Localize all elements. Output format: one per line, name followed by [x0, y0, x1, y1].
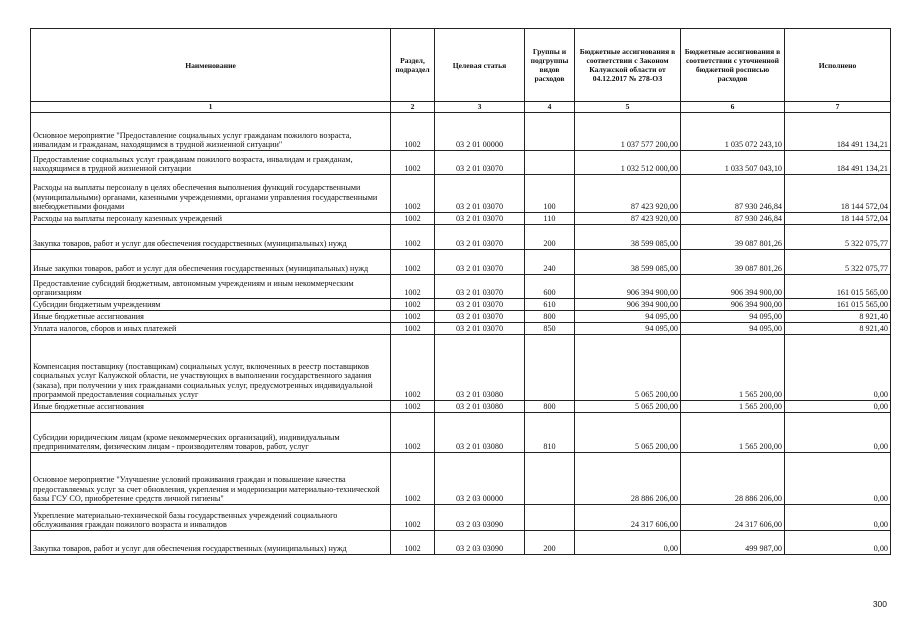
row-refined: 1 565 200,00: [681, 335, 785, 401]
row-section: 1002: [391, 311, 435, 323]
row-executed: 184 491 134,21: [785, 151, 891, 175]
row-target: 03 2 01 03080: [435, 401, 525, 413]
row-name: Закупка товаров, работ и услуг для обеспечения государственных (муниципальных) нужд: [31, 225, 391, 250]
header-target: Целевая статья: [435, 29, 525, 102]
row-name: Закупка товаров, работ и услуг для обеспечения государственных (муниципальных) нужд: [31, 531, 391, 555]
row-name: Компенсация поставщику (поставщикам) социальных услуг, включенных в реестр поставщиков социальных услуг Калужской области, не участвующих в выполнении государственного задания (заказа), при получении у них гражданами социальных услуг, предусмотренных индивидуальной программой предоставления социальных услуг: [31, 335, 391, 401]
header-group: Группы и подгруппы видов расходов: [525, 29, 575, 102]
row-name: Иные бюджетные ассигнования: [31, 311, 391, 323]
row-group: 800: [525, 311, 575, 323]
row-group: [525, 505, 575, 531]
row-group: 610: [525, 299, 575, 311]
column-number: 2: [391, 102, 435, 113]
table-row: [31, 225, 891, 250]
row-name: Расходы на выплаты персоналу казенных учреждений: [31, 213, 391, 225]
row-law: 1 032 512 000,00: [575, 151, 681, 175]
row-group: 110: [525, 213, 575, 225]
row-section: 1002: [391, 505, 435, 531]
row-refined: 94 095,00: [681, 311, 785, 323]
table-row: [31, 531, 891, 555]
row-refined: 28 886 206,00: [681, 453, 785, 505]
column-number: 1: [31, 102, 391, 113]
row-law: 906 394 900,00: [575, 299, 681, 311]
row-law: 5 065 200,00: [575, 401, 681, 413]
row-refined: 499 987,00: [681, 531, 785, 555]
column-number: 6: [681, 102, 785, 113]
row-executed: 0,00: [785, 531, 891, 555]
row-executed: 8 921,40: [785, 323, 891, 335]
table-row: [31, 175, 891, 213]
row-refined: 39 087 801,26: [681, 225, 785, 250]
row-executed: 8 921,40: [785, 311, 891, 323]
row-name: Расходы на выплаты персоналу в целях обеспечения выполнения функций государственными (муниципальными) органами, казенными учреждениями, органами управления государственными внебюджетными фондами: [31, 175, 391, 213]
column-number: 3: [435, 102, 525, 113]
row-law: 906 394 900,00: [575, 275, 681, 299]
header-executed: Исполнено: [785, 29, 891, 102]
row-executed: 0,00: [785, 401, 891, 413]
row-group: [525, 335, 575, 401]
row-target: 03 2 01 03080: [435, 413, 525, 453]
table-row: [31, 323, 891, 335]
row-target: 03 2 01 00000: [435, 113, 525, 151]
row-section: 1002: [391, 250, 435, 275]
row-section: 1002: [391, 413, 435, 453]
header-name: Наименование: [31, 29, 391, 102]
row-group: 800: [525, 401, 575, 413]
row-target: 03 2 01 03070: [435, 323, 525, 335]
table-row: [31, 335, 891, 401]
header-row: [31, 29, 891, 102]
row-target: 03 2 03 03090: [435, 531, 525, 555]
row-law: 94 095,00: [575, 311, 681, 323]
row-law: 5 065 200,00: [575, 413, 681, 453]
row-name: Основное мероприятие "Предоставление социальных услуг гражданам пожилого возраста, инвалидам и гражданам, находящимся в трудной жизненной ситуации": [31, 113, 391, 151]
row-executed: 0,00: [785, 505, 891, 531]
table-row: [31, 413, 891, 453]
row-name: Иные закупки товаров, работ и услуг для обеспечения государственных (муниципальных) нужд: [31, 250, 391, 275]
row-law: 1 037 577 200,00: [575, 113, 681, 151]
row-group: 810: [525, 413, 575, 453]
header-law: Бюджетные ассигнования в соответствии с Законом Калужской области от 04.12.2017 № 278-ОЗ: [575, 29, 681, 102]
row-executed: 5 322 075,77: [785, 225, 891, 250]
column-number: 7: [785, 102, 891, 113]
table-row: [31, 505, 891, 531]
table-row: [31, 453, 891, 505]
header-refined: Бюджетные ассигнования в соответствии с уточненной бюджетной росписью расходов: [681, 29, 785, 102]
row-section: 1002: [391, 453, 435, 505]
column-number: 4: [525, 102, 575, 113]
row-target: 03 2 03 00000: [435, 453, 525, 505]
row-executed: 184 491 134,21: [785, 113, 891, 151]
row-executed: 0,00: [785, 335, 891, 401]
row-executed: 18 144 572,04: [785, 175, 891, 213]
row-refined: 94 095,00: [681, 323, 785, 335]
row-name: Предоставление субсидий бюджетным, автономным учреждениям и иным некоммерческим организациям: [31, 275, 391, 299]
row-section: 1002: [391, 275, 435, 299]
row-law: 87 423 920,00: [575, 175, 681, 213]
row-law: 0,00: [575, 531, 681, 555]
row-refined: 1 035 072 243,10: [681, 113, 785, 151]
row-target: 03 2 01 03080: [435, 335, 525, 401]
row-refined: 87 930 246,84: [681, 175, 785, 213]
row-law: 38 599 085,00: [575, 225, 681, 250]
table-row: [31, 275, 891, 299]
row-group: 600: [525, 275, 575, 299]
row-law: 24 317 606,00: [575, 505, 681, 531]
table-row: [31, 311, 891, 323]
row-name: Укрепление материально-технической базы государственных учреждений социального обслуживания граждан пожилого возраста и инвалидов: [31, 505, 391, 531]
row-executed: 161 015 565,00: [785, 275, 891, 299]
column-number: 5: [575, 102, 681, 113]
row-target: 03 2 01 03070: [435, 213, 525, 225]
row-target: 03 2 01 03070: [435, 225, 525, 250]
table-row: [31, 113, 891, 151]
row-section: 1002: [391, 113, 435, 151]
row-group: [525, 453, 575, 505]
table-row: [31, 213, 891, 225]
table-row: [31, 299, 891, 311]
header-section: Раздел, подраздел: [391, 29, 435, 102]
row-refined: 906 394 900,00: [681, 275, 785, 299]
budget-table: [30, 28, 891, 555]
row-executed: 0,00: [785, 453, 891, 505]
row-refined: 39 087 801,26: [681, 250, 785, 275]
column-number-row: [31, 102, 891, 113]
row-name: Уплата налогов, сборов и иных платежей: [31, 323, 391, 335]
row-law: 87 423 920,00: [575, 213, 681, 225]
row-section: 1002: [391, 401, 435, 413]
row-target: 03 2 01 03070: [435, 175, 525, 213]
row-target: 03 2 01 03070: [435, 311, 525, 323]
row-section: 1002: [391, 299, 435, 311]
row-section: 1002: [391, 323, 435, 335]
row-section: 1002: [391, 225, 435, 250]
row-name: Субсидии бюджетным учреждениям: [31, 299, 391, 311]
row-section: 1002: [391, 335, 435, 401]
row-refined: 1 565 200,00: [681, 401, 785, 413]
row-target: 03 2 01 03070: [435, 299, 525, 311]
row-executed: 5 322 075,77: [785, 250, 891, 275]
row-target: 03 2 01 03070: [435, 151, 525, 175]
row-law: 5 065 200,00: [575, 335, 681, 401]
table-row: [31, 401, 891, 413]
row-group: 850: [525, 323, 575, 335]
row-group: [525, 151, 575, 175]
row-name: Иные бюджетные ассигнования: [31, 401, 391, 413]
row-group: 100: [525, 175, 575, 213]
row-refined: 87 930 246,84: [681, 213, 785, 225]
table-row: [31, 151, 891, 175]
row-group: 200: [525, 531, 575, 555]
row-name: Субсидии юридическим лицам (кроме некоммерческих организаций), индивидуальным предпринимателям, физическим лицам - производителям товаров, работ, услуг: [31, 413, 391, 453]
row-section: 1002: [391, 175, 435, 213]
row-section: 1002: [391, 213, 435, 225]
row-executed: 18 144 572,04: [785, 213, 891, 225]
row-law: 94 095,00: [575, 323, 681, 335]
row-law: 38 599 085,00: [575, 250, 681, 275]
row-name: Основное мероприятие "Улучшение условий проживания граждан и повышение качества предоставляемых услуг за счет обновления, укрепления и модернизации материально-технической базы ГСУ СО, приобретение средств личной гигиены": [31, 453, 391, 505]
row-name: Предоставление социальных услуг гражданам пожилого возраста, инвалидам и гражданам, находящимся в трудной жизненной ситуации: [31, 151, 391, 175]
row-group: 240: [525, 250, 575, 275]
row-executed: 161 015 565,00: [785, 299, 891, 311]
row-section: 1002: [391, 531, 435, 555]
row-group: [525, 113, 575, 151]
row-refined: 1 033 507 043,10: [681, 151, 785, 175]
row-target: 03 2 01 03070: [435, 250, 525, 275]
row-target: 03 2 03 03090: [435, 505, 525, 531]
row-refined: 1 565 200,00: [681, 413, 785, 453]
row-refined: 906 394 900,00: [681, 299, 785, 311]
page-number: 300: [872, 599, 887, 609]
row-section: 1002: [391, 151, 435, 175]
row-refined: 24 317 606,00: [681, 505, 785, 531]
row-law: 28 886 206,00: [575, 453, 681, 505]
table-row: [31, 250, 891, 275]
row-target: 03 2 01 03070: [435, 275, 525, 299]
row-executed: 0,00: [785, 413, 891, 453]
row-group: 200: [525, 225, 575, 250]
